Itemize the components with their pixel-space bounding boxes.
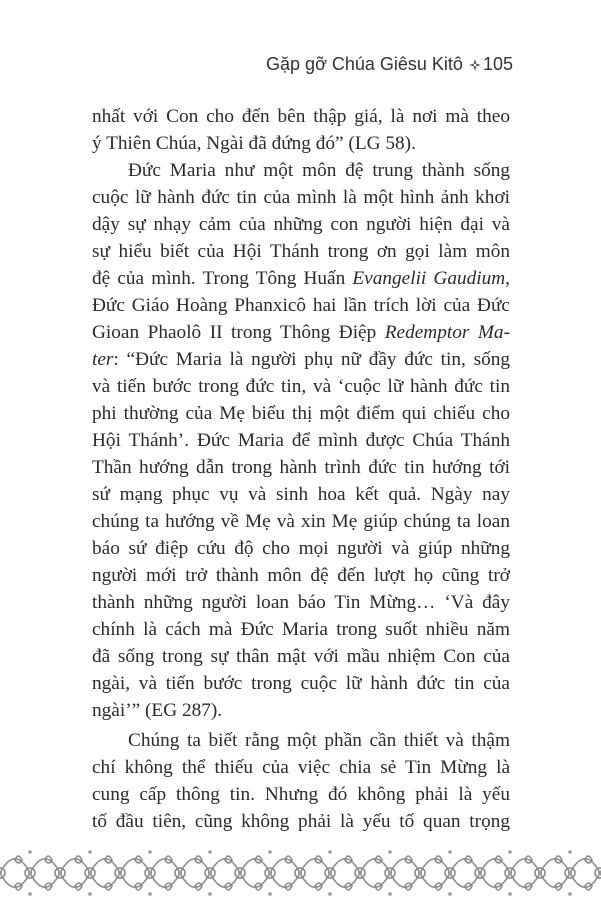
text-line: Chúng ta biết rằng một phần cần thiết và thậm [128,730,510,751]
text-line: báo sứ điệp cứu độ cho mọi người và giúp những [92,538,510,559]
text-line: chúng ta hướng về Mẹ và xin Mẹ giúp chúng ta loan [92,511,510,532]
text-fragment: đệ của mình. Trong Tông Huấn [92,268,353,289]
running-title: Gặp gỡ Chúa Giêsu Kitô [266,54,463,74]
text-line: Thần hướng dẫn trong hành trình đức tin hướng tới [92,457,510,478]
cross-ornament-icon [469,59,481,71]
paragraph-2 [92,157,510,724]
text-line: sự hiểu biết của Hội Thánh trong ơn gọi làm môn [92,241,510,262]
paragraph-1 [92,103,510,157]
text-line: và tiến bước trong đức tin, và ‘cuộc lữ hành đức tin [92,376,510,397]
text-line: tố đầu tiên, cũng không phải là yếu tố quan trọng [92,811,510,832]
text-line: phi thường của Mẹ biểu thị một điểm qui chiếu cho [92,403,510,424]
text-line [92,319,510,346]
paragraph-3 [92,727,510,835]
text-line: cung cấp thông tin. Nhưng đó không phải là yếu [92,784,510,805]
text-line: chí không thể thiếu của việc chia sẻ Tin Mừng là [92,757,510,778]
body-text [92,103,510,835]
text-line: nhất với Con cho đến bên thập giá, là nơi mà theo [92,106,510,127]
text-line: đã sống trong sự thân mật với mầu nhiệm Con của [92,646,510,667]
text-line: Đức Giáo Hoàng Phanxicô hai lần trích lời của Đức [92,295,510,316]
text-fragment: , [505,268,510,289]
text-line: ý Thiên Chúa, Ngài đã đứng đó” (LG 58). [92,133,416,154]
text-line: ngài, và tiến bước trong cuộc lữ hành đức tin của [92,673,510,694]
text-line: ngài’” (EG 287). [92,700,223,721]
text-line: người mới trở thành môn đệ đến lượt họ cũng trở [92,565,510,586]
text-line [92,346,510,373]
italic-title: Redemptor Ma- [384,322,510,343]
text-line: thành những người loan báo Tin Mừng… ‘Và đây [92,592,510,613]
text-fragment: Gioan Phaolô II trong Thông Điệp [92,322,385,343]
text-line: chính là cách mà Đức Maria trong suốt nhiều năm [92,619,510,640]
page-number: 105 [482,54,513,74]
text-fragment: : “Đức Maria là người phụ nữ đầy đức tin, sống [113,349,510,370]
text-line: Hội Thánh’. Đức Maria để mình được Chúa Thánh [92,430,510,451]
italic-title: Evangelii Gaudium [352,268,506,289]
text-line [92,265,510,292]
running-header [266,54,513,75]
italic-title: ter [92,349,114,370]
text-line: Đức Maria như một môn đệ trung thành sống [128,160,510,181]
text-line: dậy sự nhạy cảm của những con người hiện đại và [92,214,510,235]
floral-border-ornament-icon [0,846,601,900]
text-line: cuộc lữ hành đức tin của mình là một hình ảnh khơi [92,187,510,208]
text-line: sứ mạng phục vụ và sinh hoa kết quả. Ngày nay [92,484,510,505]
